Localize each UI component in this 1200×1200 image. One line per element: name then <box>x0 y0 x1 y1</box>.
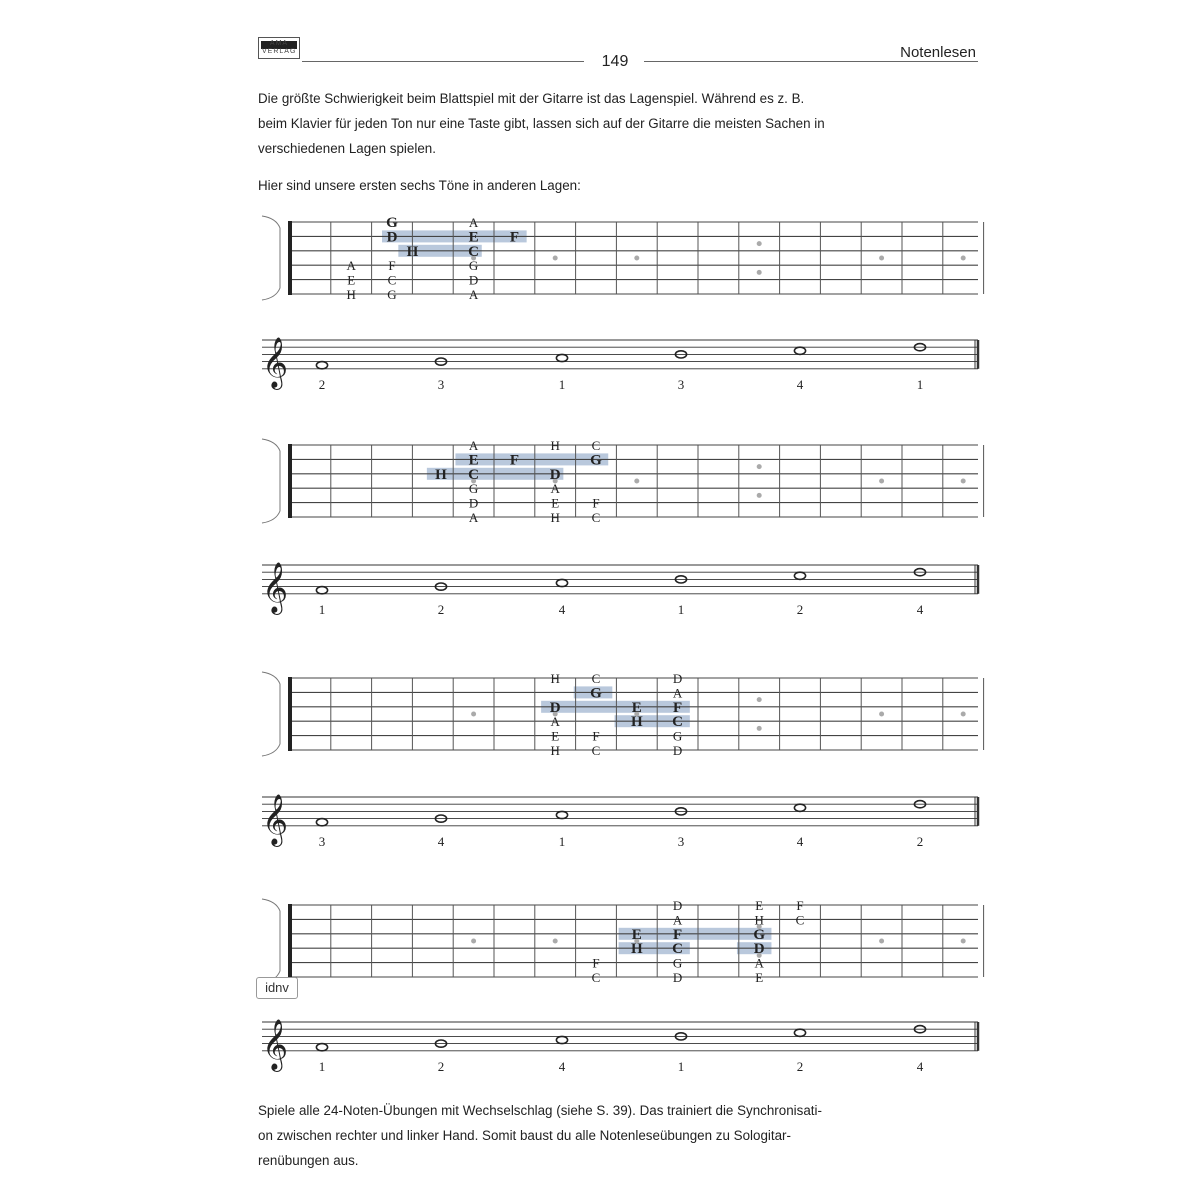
outro-line: on zwischen rechter und linker Hand. Somit baust du alle Notenleseübungen zu Sologitar- <box>258 1128 791 1143</box>
note-label: E <box>468 229 479 246</box>
section-title: Notenlesen <box>900 44 976 61</box>
note-label: C <box>672 714 684 731</box>
guitar-nut <box>288 904 292 978</box>
note-label: D <box>468 495 479 511</box>
outro-line: Spiele alle 24-Noten-Übungen mit Wechselschlag (siehe S. 39). Das trainiert die Synchronisati- <box>258 1103 822 1118</box>
note-label: E <box>551 728 560 744</box>
fret-marker <box>879 256 884 261</box>
whole-note <box>316 587 327 594</box>
fingering-number: 4 <box>916 1058 924 1074</box>
fingering-number: 1 <box>677 1058 685 1074</box>
fingering-number: 2 <box>437 601 445 617</box>
note-label: E <box>551 495 560 511</box>
note-label: H <box>346 287 356 302</box>
note-label: G <box>387 287 397 302</box>
fingering-number: 1 <box>318 1058 326 1074</box>
fret-marker <box>757 241 762 246</box>
note-label: A <box>550 481 560 497</box>
note-label: C <box>591 743 601 758</box>
note-label: D <box>672 671 683 686</box>
guitar-nut <box>288 221 292 295</box>
whole-note <box>794 572 805 579</box>
fret-marker <box>961 939 966 944</box>
note-label: E <box>631 926 642 943</box>
fingering-number: 2 <box>916 833 924 849</box>
fret-marker <box>879 479 884 484</box>
headstock-outline <box>262 439 280 523</box>
intro-line: beim Klavier für jeden Ton nur eine Taste gibt, lassen sich auf der Gitarre die meisten Sachen in <box>258 116 825 131</box>
whole-note <box>316 819 327 826</box>
watermark-badge: idnv <box>256 977 298 999</box>
fret-marker <box>553 939 558 944</box>
treble-clef-icon: 𝄞 <box>262 793 289 845</box>
note-label: F <box>673 926 683 943</box>
note-label: G <box>468 258 479 274</box>
note-label: A <box>550 714 560 730</box>
note-label: C <box>468 243 480 260</box>
headstock-outline <box>262 216 280 300</box>
fret-marker <box>757 270 762 275</box>
whole-note <box>556 1036 567 1043</box>
fingering-number: 3 <box>437 376 445 392</box>
note-label: F <box>388 258 396 274</box>
fret-marker <box>471 939 476 944</box>
note-label: H <box>630 941 643 958</box>
note-label: G <box>590 452 602 469</box>
note-label: F <box>509 452 519 469</box>
note-label: H <box>754 912 764 928</box>
note-label: H <box>550 510 560 525</box>
logo-text: AMA VERLAG <box>262 40 297 55</box>
fingering-number: 4 <box>558 601 566 617</box>
note-label: C <box>468 466 480 483</box>
note-label: C <box>591 671 601 686</box>
note-label: E <box>631 699 642 716</box>
note-label: H <box>550 743 560 758</box>
note-label: A <box>346 258 356 274</box>
fret-marker <box>757 464 762 469</box>
note-label: F <box>673 699 683 716</box>
note-label: A <box>672 685 683 701</box>
note-label: D <box>549 466 561 483</box>
note-label: A <box>468 510 479 525</box>
fret-marker <box>961 479 966 484</box>
fret-marker <box>634 479 639 484</box>
fingering-number: 3 <box>677 376 685 392</box>
note-label: D <box>386 229 398 246</box>
fingering-number: 2 <box>796 601 804 617</box>
fret-marker <box>879 712 884 717</box>
note-label: A <box>754 955 764 971</box>
note-label: F <box>796 898 804 913</box>
note-label: H <box>630 714 643 731</box>
fingering-number: 4 <box>916 601 924 617</box>
fingering-number: 1 <box>558 833 566 849</box>
fingering-number: 2 <box>318 376 326 392</box>
note-label: G <box>590 685 602 702</box>
guitar-nut <box>288 677 292 751</box>
whole-note <box>794 347 805 354</box>
intro-line: verschiedenen Lagen spielen. <box>258 141 436 156</box>
note-label: F <box>592 495 600 511</box>
whole-note <box>794 804 805 811</box>
fingering-number: 4 <box>437 833 445 849</box>
note-label: F <box>592 955 600 971</box>
note-label: G <box>468 481 479 497</box>
page-number: 149 <box>601 53 629 70</box>
note-label: D <box>549 699 561 716</box>
note-label: C <box>591 970 601 985</box>
note-label: E <box>347 272 356 288</box>
note-label: A <box>468 438 479 453</box>
fingering-number: 3 <box>677 833 685 849</box>
treble-clef-icon: 𝄞 <box>262 336 289 388</box>
fingering-number: 1 <box>677 601 685 617</box>
fingering-number: 1 <box>558 376 566 392</box>
note-label: H <box>550 671 560 686</box>
headstock-outline <box>262 899 280 983</box>
note-label: A <box>468 215 479 230</box>
intro-subheading: Hier sind unsere ersten sechs Töne in anderen Lagen: <box>258 178 581 193</box>
fingering-number: 4 <box>558 1058 566 1074</box>
note-label: G <box>672 728 683 744</box>
note-label: H <box>435 466 447 483</box>
note-label: H <box>406 243 419 260</box>
fret-marker <box>757 697 762 702</box>
note-label: D <box>672 743 683 758</box>
note-label: D <box>468 272 479 288</box>
fingering-number: 3 <box>318 833 326 849</box>
note-label: C <box>591 510 601 525</box>
fingering-number: 4 <box>796 833 804 849</box>
note-label: H <box>550 438 560 453</box>
whole-note <box>316 1044 327 1051</box>
fret-marker <box>961 256 966 261</box>
fret-marker <box>634 256 639 261</box>
fret-marker <box>757 493 762 498</box>
intro-line: Die größte Schwierigkeit beim Blattspiel mit der Gitarre ist das Lagenspiel. Während es z. B. <box>258 91 805 106</box>
treble-clef-icon: 𝄞 <box>262 1018 289 1070</box>
note-label: D <box>672 970 683 985</box>
note-label: A <box>672 912 683 928</box>
fingering-number: 1 <box>318 601 326 617</box>
note-label: C <box>387 272 397 288</box>
headstock-outline <box>262 672 280 756</box>
whole-note <box>556 811 567 818</box>
note-label: G <box>672 955 683 971</box>
note-label: C <box>795 912 805 928</box>
fret-marker <box>879 939 884 944</box>
fingering-number: 1 <box>916 376 924 392</box>
whole-note <box>794 1029 805 1036</box>
whole-note <box>316 362 327 369</box>
guitar-nut <box>288 444 292 518</box>
note-label: G <box>386 215 398 231</box>
note-label: E <box>755 898 764 913</box>
note-label: E <box>468 452 479 469</box>
outro-paragraph <box>258 1098 978 1173</box>
whole-note <box>556 579 567 586</box>
note-label: F <box>592 728 600 744</box>
note-label: F <box>509 229 519 246</box>
fingering-number: 2 <box>796 1058 804 1074</box>
note-label: D <box>753 941 765 958</box>
note-label: D <box>672 898 683 913</box>
note-label: G <box>753 926 766 943</box>
fret-marker <box>553 256 558 261</box>
fret-marker <box>961 712 966 717</box>
treble-clef-icon: 𝄞 <box>262 561 289 613</box>
note-label: C <box>672 941 684 958</box>
fret-marker <box>471 712 476 717</box>
outro-line: renübungen aus. <box>258 1153 359 1168</box>
fingering-number: 2 <box>437 1058 445 1074</box>
note-label: C <box>591 438 601 453</box>
note-label: E <box>755 970 764 985</box>
fingering-number: 4 <box>796 376 804 392</box>
whole-note <box>556 354 567 361</box>
note-label: A <box>468 287 479 302</box>
fret-marker <box>757 726 762 731</box>
